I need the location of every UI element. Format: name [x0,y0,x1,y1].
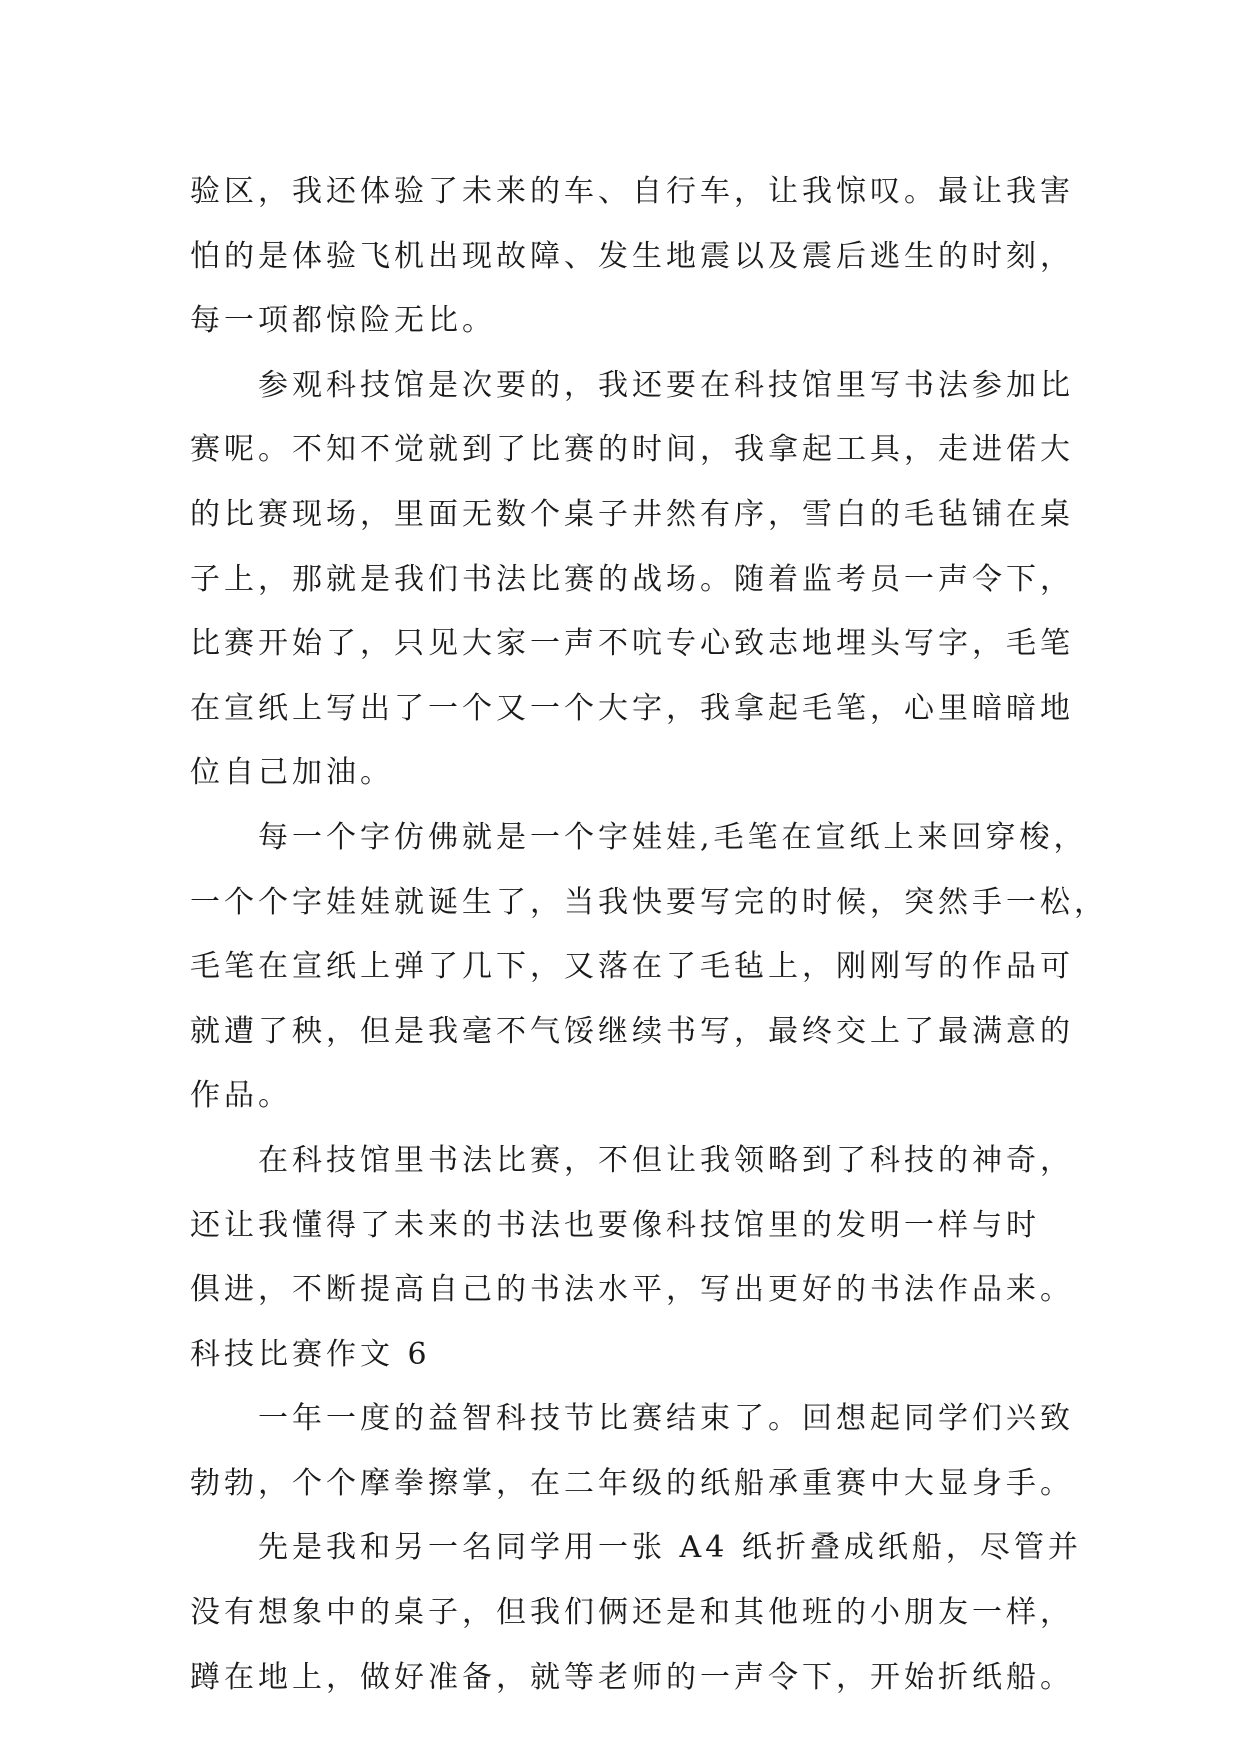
text-line: 一个个字娃娃就诞生了，当我快要写完的时候，突然手一松， [190,884,1108,920]
paragraph-start-line: 先是我和另一名同学用一张 A4 纸折叠成纸船，尽管并 [258,1530,1082,1566]
text-line: 俱进，不断提高自己的书法水平，写出更好的书法作品来。 [190,1272,1074,1308]
text-line: 子上，那就是我们书法比赛的战场。随着监考员一声令下， [190,561,1074,597]
text-line: 毛笔在宣纸上弹了几下，又落在了毛毡上，刚刚写的作品可 [190,949,1074,985]
paragraph-start-line: 一年一度的益智科技节比赛结束了。回想起同学们兴致 [258,1401,1074,1437]
text-line: 怕的是体验飞机出现故障、发生地震以及震后逃生的时刻， [190,238,1074,274]
text-line: 赛呢。不知不觉就到了比赛的时间，我拿起工具，走进偌大 [190,432,1074,468]
text-line: 勃勃，个个摩拳擦掌，在二年级的纸船承重赛中大显身手。 [190,1465,1074,1501]
text-line: 比赛开始了，只见大家一声不吭专心致志地埋头写字，毛笔 [190,626,1074,662]
essay-body [190,160,1108,1710]
text-line: 的比赛现场，里面无数个桌子井然有序，雪白的毛毡铺在桌 [190,496,1074,532]
paragraph-start-line: 每一个字仿佛就是一个字娃娃,毛笔在宣纸上来回穿梭， [258,819,1088,855]
text-line: 作品。 [190,1078,292,1114]
text-line: 蹲在地上，做好准备，就等老师的一声令下，开始折纸船。 [190,1659,1074,1695]
text-line: 验区，我还体验了未来的车、自行车，让我惊叹。最让我害 [190,174,1074,209]
text-line: 就遭了秧，但是我毫不气馁继续书写，最终交上了最满意的 [190,1013,1074,1049]
text-line: 还让我懂得了未来的书法也要像科技馆里的发明一样与时 [190,1207,1040,1243]
paragraph-start-line: 参观科技馆是次要的，我还要在科技馆里写书法参加比 [258,367,1074,403]
text-line: 在宣纸上写出了一个又一个大字，我拿起毛笔，心里暗暗地 [190,690,1074,726]
text-line: 每一项都惊险无比。 [190,303,496,339]
text-line: 没有想象中的桌子，但我们俩还是和其他班的小朋友一样， [190,1595,1074,1631]
paragraph-start-line: 在科技馆里书法比赛，不但让我领略到了科技的神奇， [258,1142,1074,1178]
text-line: 位自己加油。 [190,755,394,791]
section-heading: 科技比赛作文 6 [190,1336,431,1372]
